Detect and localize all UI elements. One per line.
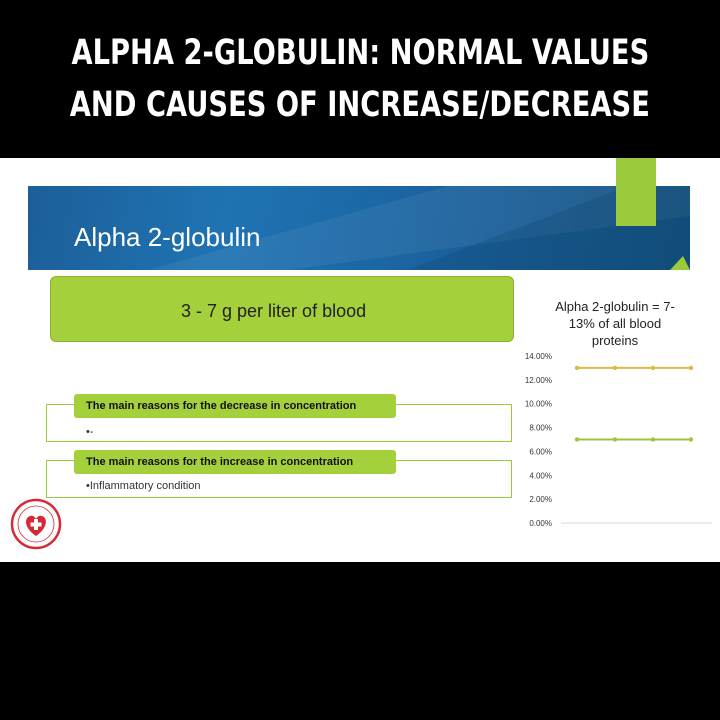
- headline-line-1: ALPHA 2-GLOBULIN: NORMAL VALUES: [71, 33, 649, 73]
- y-tick-label: 14.00%: [524, 352, 552, 361]
- y-tick-label: 4.00%: [529, 471, 552, 481]
- y-tick-label: 10.00%: [524, 399, 552, 409]
- series-point-0: [575, 366, 579, 370]
- headline: [0, 0, 720, 158]
- y-tick-label: 6.00%: [529, 447, 552, 457]
- y-tick-label: 2.00%: [529, 495, 552, 505]
- chart-title-line-2: 13% of all blood: [568, 316, 662, 331]
- headline-line-2: AND CAUSES OF INCREASE/DECREASE: [69, 85, 651, 125]
- increase-heading: The main reasons for the increase in concentration: [74, 450, 396, 474]
- slide-title: Alpha 2-globulin: [74, 222, 261, 252]
- series-point-0: [613, 366, 617, 370]
- decrease-item: •-: [86, 426, 94, 438]
- chart-title-line-1: Alpha 2-globulin = 7-: [555, 299, 675, 314]
- slide: [0, 158, 720, 562]
- normal-range-text: 3 - 7 g per liter of blood: [181, 301, 367, 321]
- series-point-1: [575, 437, 579, 441]
- series-point-1: [651, 437, 655, 441]
- increase-item: •Inflammatory condition: [86, 480, 201, 492]
- chart-title-line-3: proteins: [591, 333, 639, 348]
- series-point-0: [689, 366, 693, 370]
- y-tick-label: 12.00%: [524, 375, 552, 385]
- series-point-1: [689, 437, 693, 441]
- decrease-heading: The main reasons for the decrease in concentration: [74, 394, 396, 418]
- y-tick-label: 0.00%: [529, 519, 552, 528]
- line-chart: [0, 158, 720, 562]
- heart-logo-icon: [10, 498, 62, 550]
- series-point-0: [651, 366, 655, 370]
- y-tick-label: 8.00%: [529, 423, 552, 433]
- series-point-1: [613, 437, 617, 441]
